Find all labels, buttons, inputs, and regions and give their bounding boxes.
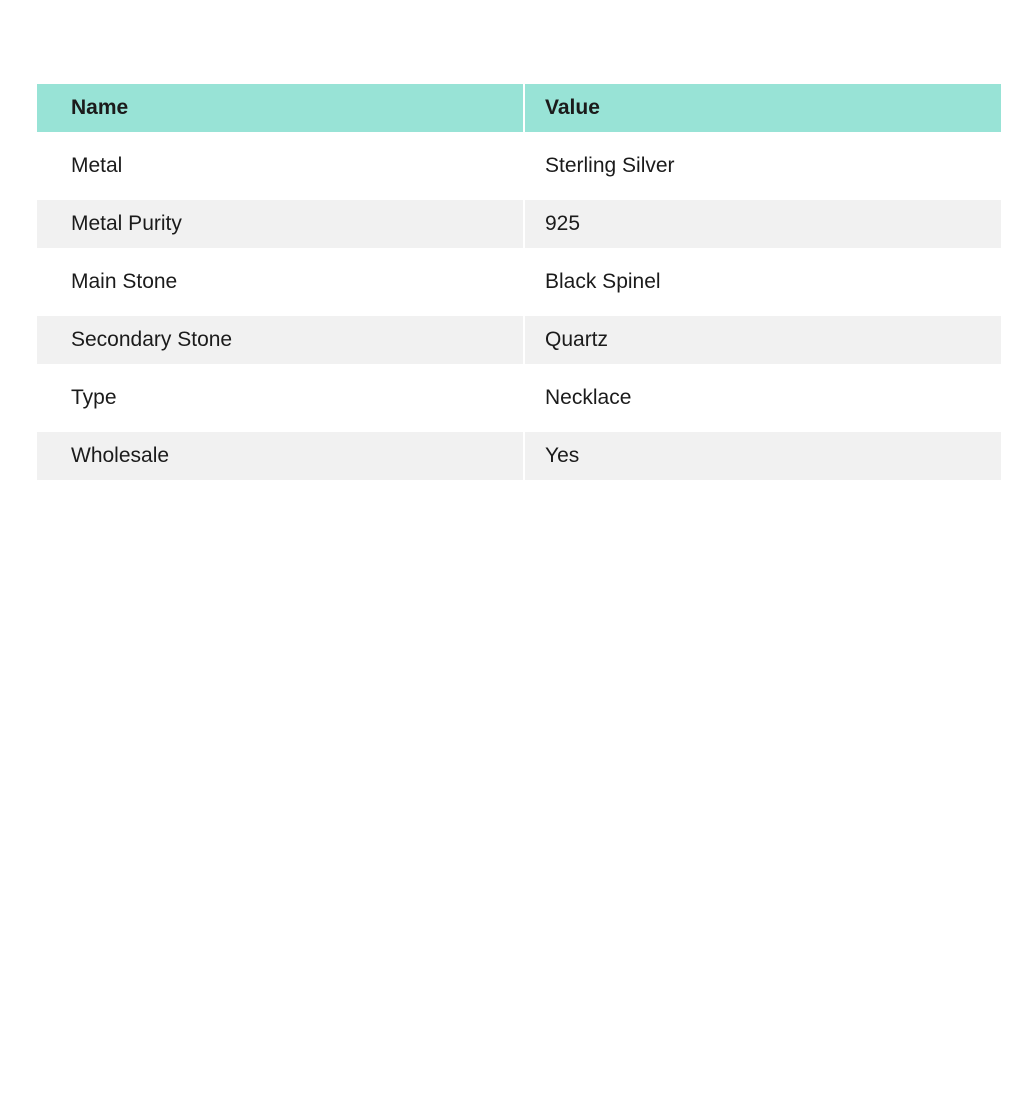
attribute-value-cell: Sterling Silver xyxy=(525,142,1001,190)
attribute-value-cell: Quartz xyxy=(525,316,1001,364)
product-attributes-table xyxy=(35,74,1003,490)
attribute-name-cell: Secondary Stone xyxy=(37,316,523,364)
table-body xyxy=(37,142,1001,480)
attribute-name-cell: Wholesale xyxy=(37,432,523,480)
header-row xyxy=(37,84,1001,132)
attribute-name-cell: Metal xyxy=(37,142,523,190)
column-header-name: Name xyxy=(37,84,523,132)
table-header xyxy=(37,84,1001,132)
table-row xyxy=(37,258,1001,306)
table-row xyxy=(37,316,1001,364)
attribute-value-cell: Black Spinel xyxy=(525,258,1001,306)
attribute-name-cell: Main Stone xyxy=(37,258,523,306)
attribute-name-cell: Type xyxy=(37,374,523,422)
table-row xyxy=(37,374,1001,422)
table-row xyxy=(37,200,1001,248)
attribute-value-cell: Necklace xyxy=(525,374,1001,422)
table-row xyxy=(37,432,1001,480)
attribute-value-cell: 925 xyxy=(525,200,1001,248)
attribute-value-cell: Yes xyxy=(525,432,1001,480)
table-row xyxy=(37,142,1001,190)
attribute-name-cell: Metal Purity xyxy=(37,200,523,248)
column-header-value: Value xyxy=(525,84,1001,132)
